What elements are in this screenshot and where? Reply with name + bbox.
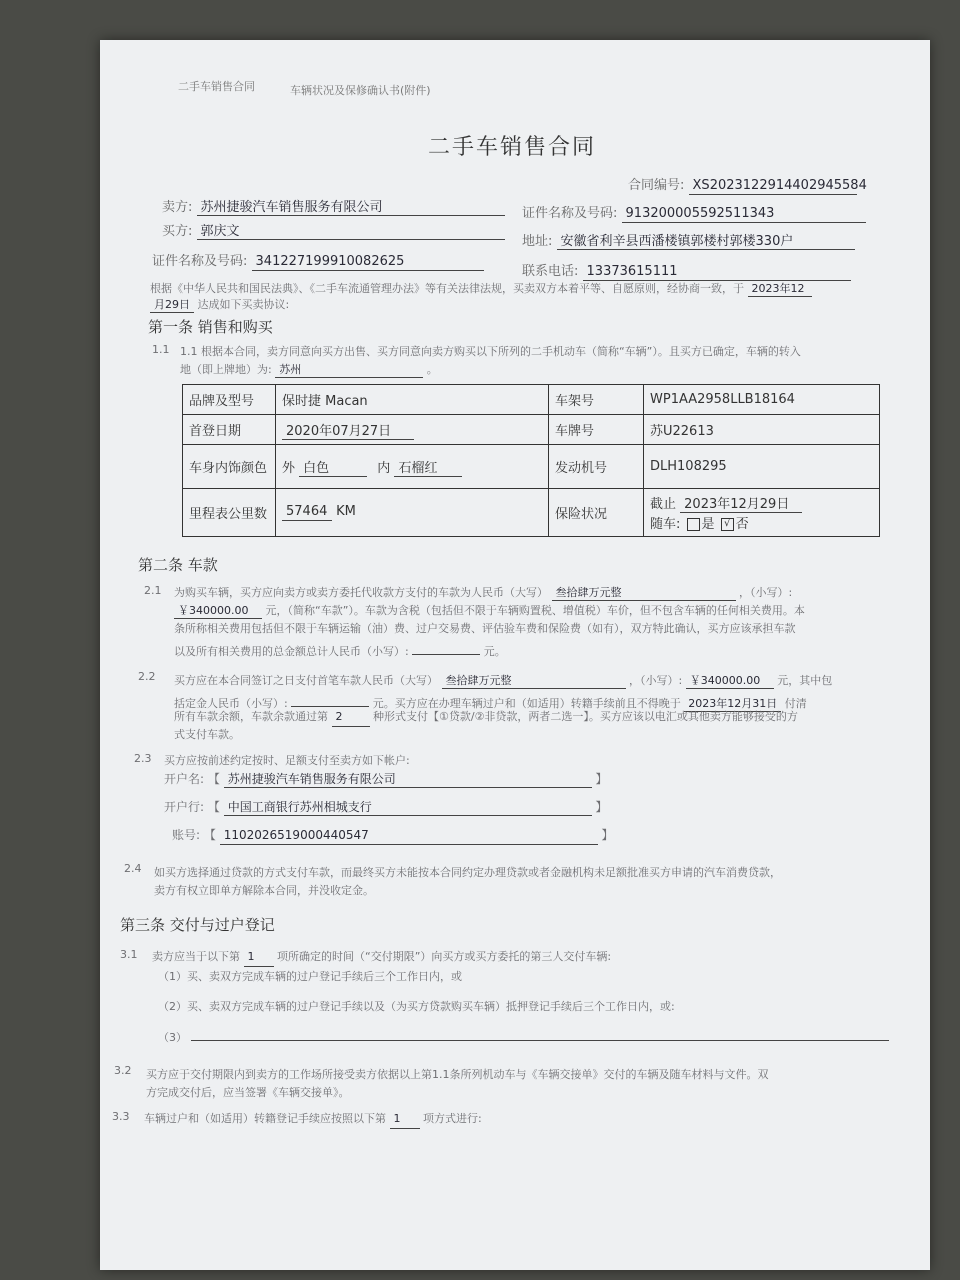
seller-id-value: 913200005592511343 (622, 206, 866, 223)
clause-2-2-text-b: 括定金人民币（小写）: (174, 697, 288, 710)
preamble-text: 根据《中华人民共和国民法典》、《二手车流通管理办法》等有关法律法规，买卖双方本着平等、自愿原则，经协商一致，于 (150, 282, 744, 295)
c33-num: 1 (390, 1112, 420, 1129)
clause-2-1-line2 (174, 602, 805, 619)
preamble-line2 (150, 296, 289, 313)
clause-2-3-no: 2.3 (134, 752, 152, 765)
c31-opt3-blank (191, 1024, 889, 1041)
preamble-date-year: 2023年12 (748, 280, 812, 297)
clause-2-1-line3: 条所称相关费用包括但不限于车辆运输（油）费、过户交易费、评估验车费和保险费（如有），双方特此确认，买方应该承担车款 (174, 622, 796, 635)
clause-2-4-line2: 卖方有权立即单方解除本合同，并没收定金。 (154, 884, 374, 897)
c22-method: 2 (332, 710, 370, 727)
clause-2-1-small: ，（小写）: (739, 586, 793, 599)
clause-1-1-line2 (180, 361, 438, 378)
clause-2-2-text-b3: 付清 (784, 697, 807, 710)
clause-3-3-text-a2: 项方式进行: (423, 1112, 482, 1125)
clause-3-1-opt3-label: （3） (158, 1031, 187, 1044)
address-row (522, 230, 855, 250)
insurance-until-label: 截止 (650, 497, 677, 512)
section2-title: 第二条 车款 (138, 556, 218, 574)
transfer-city: 苏州 (275, 361, 423, 378)
reg-date-label: 首登日期 (183, 415, 276, 445)
insurance-cell (644, 489, 880, 537)
clause-2-2-text-c2: 种形式支付【①贷款/②非贷款，两者二选一】。买方应该以电汇或其他卖方能够接受的方 (373, 710, 798, 723)
contract-no-value: XS2023122914402945584 (689, 178, 857, 195)
yes-label: 是 (701, 517, 715, 532)
clause-3-1-text-a2: 项所确定的时间（“交付期限”）向买方或买方委托的第三人交付车辆: (277, 950, 612, 963)
insurance-until-value: 2023年12月29日 (680, 493, 802, 513)
clause-2-2-no: 2.2 (138, 670, 156, 683)
account-no-row (172, 826, 614, 845)
vin-value: WP1AA2958LLB18164 (644, 385, 880, 415)
page-title: 二手车销售合同 (428, 135, 597, 160)
vehicle-table (182, 384, 880, 537)
clause-3-3-text-a: 车辆过户和（如适用）转籍登记手续应按照以下第 (144, 1112, 386, 1125)
clause-3-2-line1: 买方应于交付期限内到卖方的工作场所接受卖方依据以上第1.1条所列机动车与《车辆交接单》交付的车辆及随车材料与文件。双 (146, 1068, 769, 1081)
clause-3-1-no: 3.1 (120, 948, 138, 961)
seller-id-row (522, 202, 866, 223)
plate-value: 苏U22613 (644, 415, 880, 445)
clause-2-4-line1: 如买方选择通过贷款的方式支付车款，而最终买方未能按本合同约定办理贷款或者金融机构未足额批准买方申请的汽车消费贷款， (154, 866, 781, 879)
account-name-row (164, 770, 608, 788)
header-left: 二手车销售合同 (178, 80, 255, 93)
contract-page (100, 40, 930, 1270)
clause-3-1-text-a: 卖方应当于以下第 (152, 950, 240, 963)
clause-2-2-text-a: 买方应在本合同签订之日支付首笔车款人民币（大写） (174, 674, 438, 687)
clause-2-2-line1 (174, 672, 832, 689)
clause-2-1-text-d: 以及所有相关费用的总金额总计人民币（小写）: (174, 645, 409, 658)
bank-row (164, 798, 608, 816)
clause-2-2-line3 (174, 708, 798, 727)
clause-3-1-opt1: （1）买、卖双方完成车辆的过户登记手续后三个工作日内，或 (158, 970, 462, 983)
clause-1-1-text: 地（即上牌地）为: (180, 363, 272, 376)
c31-num: 1 (244, 950, 274, 967)
clause-3-3-line1 (144, 1110, 482, 1129)
section1-title: 第一条 销售和购买 (148, 318, 273, 336)
yes-checkbox[interactable] (687, 518, 700, 531)
no-checkbox[interactable]: √ (721, 518, 734, 531)
engine-value: DLH108295 (644, 445, 880, 489)
rbracket: 】 (595, 772, 608, 786)
preamble-text-2: 达成如下买卖协议: (197, 298, 290, 311)
mileage-unit: KM (336, 504, 356, 519)
table-row (183, 415, 880, 445)
ext-color-value: 白色 (299, 457, 367, 477)
c22-deposit-blank (291, 690, 369, 707)
clause-2-2-line4: 式支付车款。 (174, 728, 240, 741)
clause-2-2-text-b2: 元。买方应在办理车辆过户和（如适用）转籍手续前且不得晚于 (372, 697, 681, 710)
insurance-label: 保险状况 (549, 489, 644, 537)
address-label: 地址: (522, 234, 553, 249)
c21-amount-cn: 叁拾肆万元整 (552, 584, 736, 601)
brand-label: 品牌及型号 (183, 385, 276, 415)
plate-label: 车牌号 (549, 415, 644, 445)
clause-2-4-no: 2.4 (124, 862, 142, 875)
rbracket: 】 (595, 800, 608, 814)
c22-date: 2023年12月31日 (684, 695, 781, 712)
account-no-label: 账号: (172, 828, 201, 842)
clause-2-1-yuan: 元。 (483, 645, 506, 658)
buyer-id-value: 341227199910082625 (252, 254, 484, 271)
seller-row (162, 196, 505, 216)
c22-amount: ￥340000.00 (686, 672, 774, 689)
table-row (183, 489, 880, 537)
preamble-date-day: 月29日 (150, 296, 194, 313)
section3-title: 第三条 交付与过户登记 (120, 916, 275, 934)
clause-2-1-no: 2.1 (144, 584, 162, 597)
clause-3-3-no: 3.3 (112, 1110, 130, 1123)
buyer-id-row (152, 250, 484, 271)
header-right: 车辆状况及保修确认书(附件) (290, 84, 431, 97)
seller-id-label: 证件名称及号码: (522, 206, 618, 221)
table-row (183, 445, 880, 489)
account-name-value: 苏州捷骏汽车销售服务有限公司 (224, 770, 592, 788)
clause-2-2-text-a2: 元，其中包 (777, 674, 833, 687)
buyer-label: 买方: (162, 224, 193, 239)
clause-3-2-line2: 方完成交付后，应当签署《车辆交接单》。 (146, 1086, 350, 1099)
phone-label: 联系电话: (522, 264, 579, 279)
contract-no-label: 合同编号: (628, 178, 685, 193)
address-value: 安徽省利辛县西潘楼镇郭楼村郭楼330户 (557, 230, 855, 250)
mileage-label: 里程表公里数 (183, 489, 276, 537)
seller-label: 卖方: (162, 200, 193, 215)
preamble-line1 (150, 280, 812, 297)
color-label: 车身内饰颜色 (183, 445, 276, 489)
clause-3-1-opt2: （2）买、卖双方完成车辆的过户登记手续以及（为买方贷款购买车辆）抵押登记手续后三个工作日内，或: (158, 1000, 675, 1013)
clause-3-1-opt3 (158, 1024, 889, 1045)
contract-no-row (628, 174, 867, 195)
phone-value: 13373615111 (583, 264, 851, 281)
brand-value: 保时捷 Macan (276, 385, 549, 415)
account-name-label: 开户名: (164, 772, 205, 786)
int-color-value: 石榴红 (394, 457, 462, 477)
table-row (183, 385, 880, 415)
rbracket: 】 (601, 828, 614, 842)
clause-1-1-end: 。 (426, 363, 438, 376)
vin-label: 车架号 (549, 385, 644, 415)
with-car-label: 随车: (650, 517, 681, 532)
clause-2-1-text-a: 为购买车辆，买方应向卖方或卖方委托代收款方支付的车款为人民币（大写） (174, 586, 548, 599)
c21-amount: ￥340000.00 (174, 602, 262, 619)
no-label: 否 (735, 517, 749, 532)
clause-1-1-line1: 1.1 根据本合同，卖方同意向买方出售、买方同意向卖方购买以下所列的二手机动车（简称“车辆”）。且买方已确定，车辆的转入 (180, 345, 801, 358)
clause-2-2-text-c: 所有车款余额，车款余款通过第 (174, 710, 328, 723)
engine-label: 发动机号 (549, 445, 644, 489)
bank-label: 开户行: (164, 800, 205, 814)
lbracket: 【 (203, 828, 216, 842)
mileage-cell (276, 489, 549, 537)
ext-color-label: 外 (282, 460, 296, 476)
clause-1-1-no: 1.1 (152, 343, 170, 356)
phone-row (522, 260, 851, 281)
int-color-label: 内 (377, 460, 391, 476)
reg-date-cell (276, 415, 549, 445)
clause-3-1-line1 (152, 948, 611, 967)
c21-total-blank (412, 638, 480, 655)
c22-amount-cn: 叁拾肆万元整 (442, 672, 626, 689)
reg-date-value: 2020年07月27日 (282, 420, 414, 440)
buyer-value: 郭庆文 (197, 220, 505, 240)
insurance-until-row (650, 493, 873, 513)
clause-2-2-small: ，（小写）: (629, 674, 683, 687)
bank-value: 中国工商银行苏州相城支行 (224, 798, 592, 816)
with-car-row (650, 513, 873, 532)
mileage-value: 57464 (282, 504, 332, 521)
lbracket: 【 (207, 800, 220, 814)
clause-2-1-line4 (174, 638, 506, 659)
clause-3-2-no: 3.2 (114, 1064, 132, 1077)
seller-value: 苏州捷骏汽车销售服务有限公司 (197, 196, 505, 216)
account-no-value: 1102026519000440547 (220, 828, 598, 845)
clause-2-1-line1 (174, 584, 792, 601)
buyer-id-label: 证件名称及号码: (152, 254, 248, 269)
buyer-row (162, 220, 505, 240)
clause-2-1-text-b: 元，（简称“车款”）。车款为含税（包括但不限于车辆购置税、增值税）车价，但不包含车辆的任何相关费用。本 (265, 604, 805, 617)
clause-2-3-line1: 买方应按前述约定按时、足额支付至卖方如下帐户: (164, 754, 410, 767)
lbracket: 【 (207, 772, 220, 786)
color-cell (276, 445, 549, 489)
